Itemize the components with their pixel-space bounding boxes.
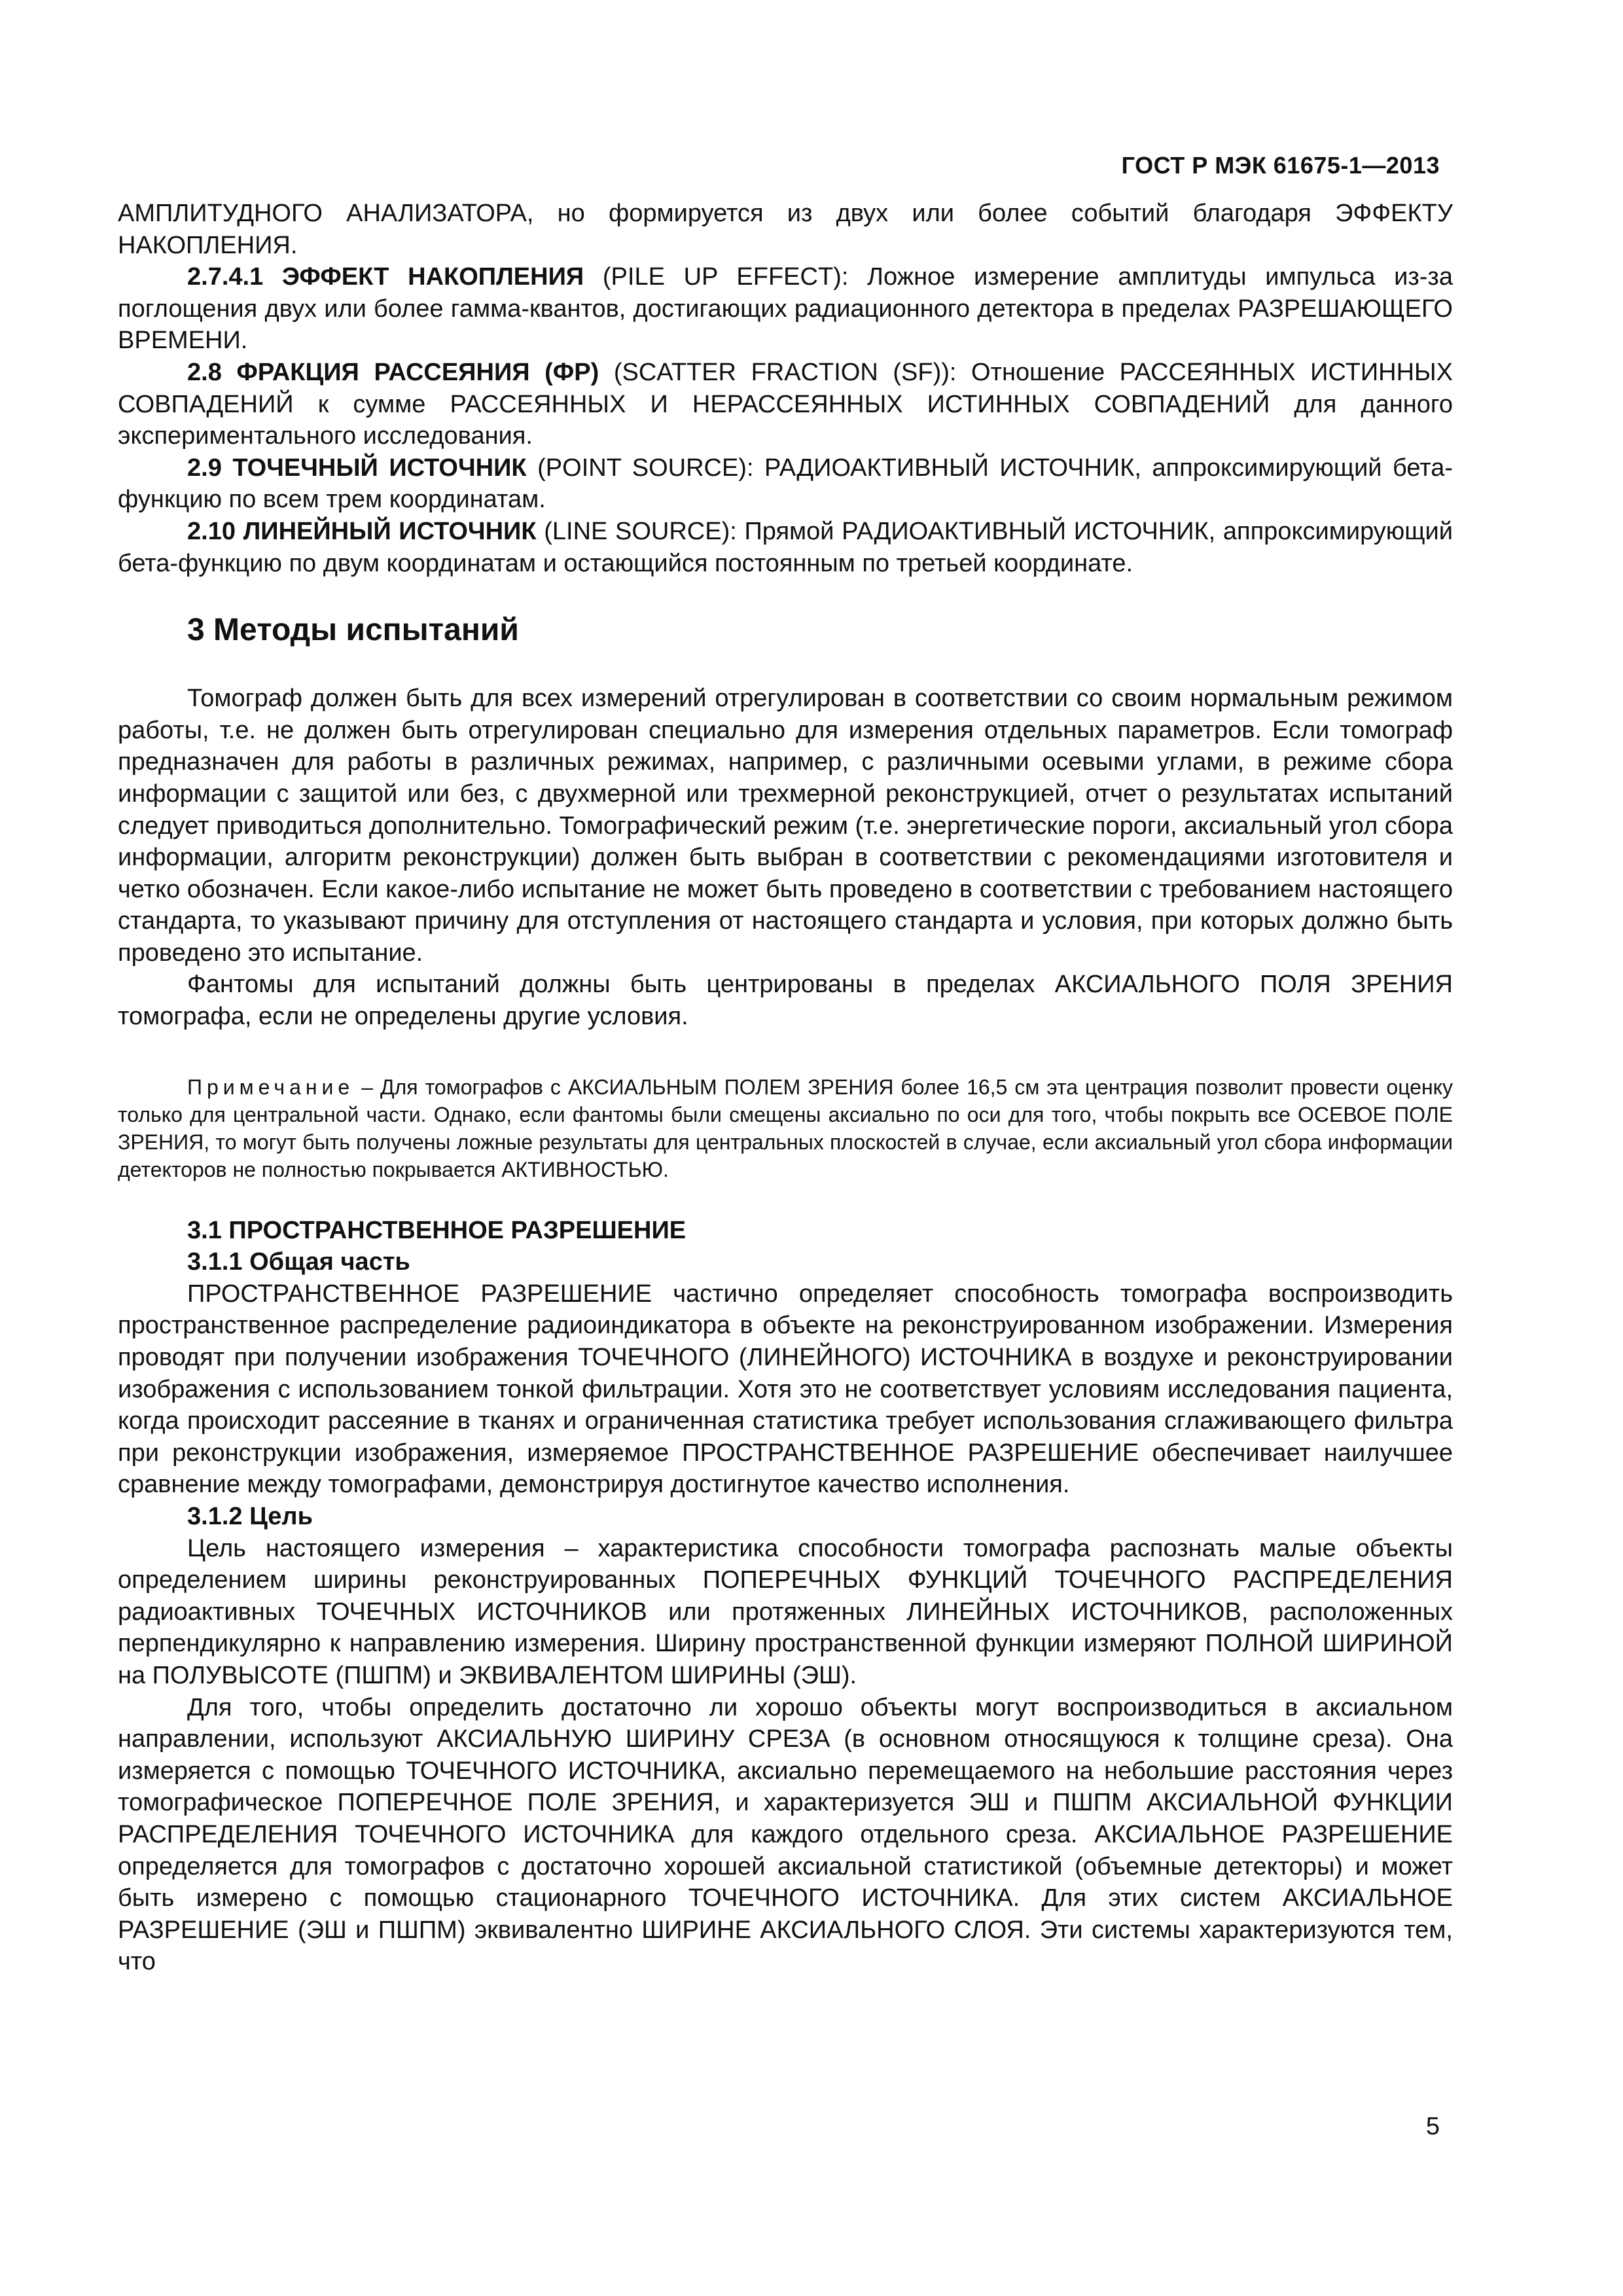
body-paragraph: Цель настоящего измерения – характеристика способности томографа распознать малые объекты определением ширины реконструированных ПОПЕРЕЧНЫХ ФУНКЦИЙ ТОЧЕЧНОГО РАСПРЕДЕЛЕНИЯ радиоактивных ТОЧЕЧНЫХ ИСТОЧНИКОВ или протяженных ЛИНЕЙНЫХ ИСТОЧНИКОВ, расположенных перпендикулярно к направлению измерения. Ширину пространственной функции измеряют ПОЛНОЙ ШИРИНОЙ на ПОЛУВЫСОТЕ (ПШПМ) и ЭКВИВАЛЕНТОМ ШИРИНЫ (ЭШ). (118, 1534, 1453, 1689)
subsection-title: 3.1.2 Цель (187, 1503, 313, 1530)
note (118, 1073, 1453, 1183)
note-label: Примечание (187, 1075, 355, 1099)
note-text: – Для томографов с АКСИАЛЬНЫМ ПОЛЕМ ЗРЕНИЯ более 16,5 см эта центрация позволит провести оценку только для центральной части. Однако, если фантомы были смещены аксиально по оси для того, чтобы покрыть все ОСЕВОЕ ПОЛЕ ЗРЕНИЯ, то могут быть получены ложные результаты для центральных плоскостей в случае, если аксиальный угол сбора информации детекторов не полностью покрывается АКТИВНОСТЬЮ. (118, 1075, 1453, 1181)
definition-text: (SCATTER FRACTION (SF)): Отношение РАССЕЯННЫХ ИСТИННЫХ СОВПАДЕНИЙ к сумме РАССЕЯННЫХ И НЕРАССЕЯННЫХ ИСТИННЫХ СОВПАДЕНИЙ для данного экспериментального исследования. (118, 358, 1453, 450)
definition-text: (LINE SOURCE): Прямой РАДИОАКТИВНЫЙ ИСТОЧНИК, аппроксимирующий бета-функцию по двум координатам и остающийся постоянным по третьей координате. (118, 517, 1454, 577)
definition-term: 2.9 ТОЧЕЧНЫЙ ИСТОЧНИК (187, 454, 527, 482)
definition-line-source (118, 516, 1453, 579)
page-number: 5 (1425, 2113, 1440, 2140)
definition-point-source (118, 452, 1453, 516)
body-paragraph: Томограф должен быть для всех измерений отрегулирован в соответствии со своим нормальным режимом работы, т.е. не должен быть отрегулирован специально для измерения отдельных параметров. Если томограф предназначен для работы в различных режимах, например, с различными осевыми углами, в режиме сбора информации с защитой или без, с двухмерной или трехмерной реконструкцией, отчет о результатах испытаний следует приводиться дополнительно. Томографический режим (т.е. энергетические пороги, аксиальный угол сбора информации, алгоритм реконструкции) должен быть выбран в соответствии с рекомендациями изготовителя и четко обозначен. Если какое-либо испытание не может быть проведено в соответствии с требованием настоящего стандарта, то указывают причину для отступления от настоящего стандарта и условия, при которых должно быть проведено это испытание. (118, 685, 1453, 967)
definition-term: 2.8 ФРАКЦИЯ РАССЕЯНИЯ (ФР) (187, 358, 599, 386)
subsection-title: 3.1 ПРОСТРАНСТВЕННОЕ РАЗРЕШЕНИЕ (187, 1216, 687, 1244)
definition-scatter-fraction (118, 357, 1453, 452)
body-paragraph: ПРОСТРАНСТВЕННОЕ РАЗРЕШЕНИЕ частично определяет способность томографа воспроизводить пространственное распределение радиоиндикатора в объекте на реконструированном изображении. Измерения проводят при получении изображения ТОЧЕЧНОГО (ЛИНЕЙНОГО) ИСТОЧНИКА в воздухе и реконструировании изображения с использованием тонкой фильтрации. Хотя это не соответствует условиям исследования пациента, когда происходит рассеяние в тканях и ограниченная статистика требует использования сглаживающего фильтра при реконструкции изображения, измеряемое ПРОСТРАНСТВЕННОЕ РАЗРЕШЕНИЕ обеспечивает наилучшее сравнение между томографами, демонстрируя достигнутое качество исполнения. (118, 1280, 1453, 1499)
body-paragraph: Фантомы для испытаний должны быть центрированы в пределах АКСИАЛЬНОГО ПОЛЯ ЗРЕНИЯ томографа, если не определены другие условия. (118, 971, 1453, 1031)
subsection-title: 3.1.1 Общая часть (187, 1248, 410, 1276)
definition-term: 2.7.4.1 ЭФФЕКТ НАКОПЛЕНИЯ (187, 263, 584, 291)
page-content (118, 198, 1453, 1978)
definition-text: (POINT SOURCE): РАДИОАКТИВНЫЙ ИСТОЧНИК, аппроксимирующий бета-функцию по всем трем координатам. (118, 454, 1454, 514)
paragraph-continuation: АМПЛИТУДНОГО АНАЛИЗАТОРА, но формируется из двух или более событий благодаря ЭФФЕКТУ НАКОПЛЕНИЯ. (118, 200, 1453, 259)
standard-header: ГОСТ Р МЭК 61675-1—2013 (1121, 152, 1440, 179)
body-paragraph: Для того, чтобы определить достаточно ли хорошо объекты могут воспроизводиться в аксиальном направлении, используют АКСИАЛЬНУЮ ШИРИНУ СРЕЗА (в основном относящуюся к толщине среза). Она измеряется с помощью ТОЧЕЧНОГО ИСТОЧНИКА, аксиально перемещаемого на небольшие расстояния через томографическое ПОПЕРЕЧНОЕ ПОЛЕ ЗРЕНИЯ, и характеризуется ЭШ и ПШПМ АКСИАЛЬНОЙ ФУНКЦИИ РАСПРЕДЕЛЕНИЯ ТОЧЕЧНОГО ИСТОЧНИКА для каждого отдельного среза. АКСИАЛЬНОЕ РАЗРЕШЕНИЕ определяется для томографов с достаточно хорошей аксиальной статистикой (объемные детекторы) и может быть измерено с помощью стационарного ТОЧЕЧНОГО ИСТОЧНИКА. Для этих систем АКСИАЛЬНОЕ РАЗРЕШЕНИЕ (ЭШ и ПШПМ) эквивалентно ШИРИНЕ АКСИАЛЬНОГО СЛОЯ. Эти системы характеризуются тем, что (118, 1693, 1453, 1976)
section-title: 3 Методы испытаний (187, 613, 519, 648)
definition-pile-up-effect (118, 261, 1453, 357)
definition-term: 2.10 ЛИНЕЙНЫЙ ИСТОЧНИК (187, 517, 537, 545)
definition-text: (PILE UP EFFECT): Ложное измерение амплитуды импульса из-за поглощения двух или более гамма-квантов, достигающих радиационного детектора в пределах РАЗРЕШАЮЩЕГО ВРЕМЕНИ. (118, 263, 1453, 355)
